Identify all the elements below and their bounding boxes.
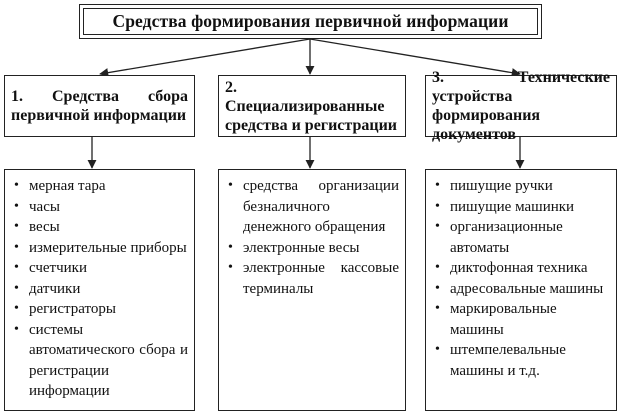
list-item <box>225 176 399 238</box>
list-item-text: часы <box>29 198 60 215</box>
root-title: Средства формирования первичной информации <box>112 11 509 31</box>
category-box-1 <box>4 75 195 137</box>
item-list-box-1 <box>4 169 195 411</box>
list-item-text: средства организации безналичного денежного обращения <box>243 178 399 235</box>
category-heading-3: 3. Технические устройства формирования документов <box>432 69 610 143</box>
list-item-text: счетчики <box>29 260 88 276</box>
item-list-1 <box>11 176 188 402</box>
list-item-text: электронные весы <box>243 239 360 256</box>
list-item-text: пишущие машинки <box>450 198 575 215</box>
list-item <box>432 176 610 197</box>
list-item-text: диктофонная техника <box>450 260 588 276</box>
bullet-icon: • <box>435 178 440 193</box>
list-item <box>11 217 188 238</box>
list-item <box>11 320 188 402</box>
item-list-box-3 <box>425 169 617 411</box>
list-item-text: мерная тара <box>29 178 106 194</box>
list-item-text: регистраторы <box>29 301 116 317</box>
list-item <box>11 197 188 218</box>
bullet-icon: • <box>228 239 233 255</box>
bullet-icon: • <box>14 301 19 316</box>
bullet-icon: • <box>14 260 19 275</box>
bullet-icon: • <box>14 219 19 234</box>
list-item-text: пишущие ручки <box>450 178 553 194</box>
arrow-top-to-col1 <box>100 39 310 74</box>
bullet-icon: • <box>228 260 233 275</box>
bullet-icon: • <box>435 219 440 234</box>
list-item-text: измерительные приборы <box>29 239 187 256</box>
category-heading-1: 1. Средства сбора первичной информации <box>11 88 188 124</box>
list-item <box>225 258 399 299</box>
category-box-3 <box>425 69 617 143</box>
bullet-icon: • <box>228 178 233 193</box>
list-item <box>432 340 610 381</box>
bullet-icon: • <box>435 280 440 296</box>
list-item <box>11 279 188 300</box>
list-item <box>432 217 610 258</box>
list-item <box>432 279 610 300</box>
item-list-box-2 <box>218 169 406 411</box>
bullet-icon: • <box>435 301 440 316</box>
list-item <box>432 299 610 340</box>
list-item-text: организационные автоматы <box>450 219 563 256</box>
list-item <box>432 258 610 279</box>
list-item <box>432 197 610 218</box>
bullet-icon: • <box>435 260 440 275</box>
root-title-box <box>79 4 542 39</box>
bullet-icon: • <box>14 178 19 193</box>
list-item <box>11 299 188 320</box>
bullet-icon: • <box>14 198 19 214</box>
list-item-text: электронные кассовые терминалы <box>243 260 399 297</box>
list-item <box>11 258 188 279</box>
list-item <box>11 238 188 259</box>
list-item-text: маркировальные машины <box>450 301 557 338</box>
list-item-text: штемпелевальные машины и т.д. <box>450 342 566 379</box>
item-list-3 <box>432 176 610 381</box>
bullet-icon: • <box>435 342 440 357</box>
list-item-text: весы <box>29 219 60 235</box>
category-heading-2: 2. Специализированные средства и регистрации <box>225 78 397 134</box>
list-item <box>11 176 188 197</box>
bullet-icon: • <box>14 239 19 255</box>
list-item-text: адресовальные машины <box>450 280 604 297</box>
category-box-2 <box>218 75 406 137</box>
list-item-text: системы автоматического сбора и регистрации информации <box>29 321 188 399</box>
bullet-icon: • <box>435 198 440 214</box>
list-item-text: датчики <box>29 280 81 297</box>
item-list-2 <box>225 176 399 299</box>
bullet-icon: • <box>14 321 19 337</box>
list-item <box>225 238 399 259</box>
bullet-icon: • <box>14 280 19 296</box>
